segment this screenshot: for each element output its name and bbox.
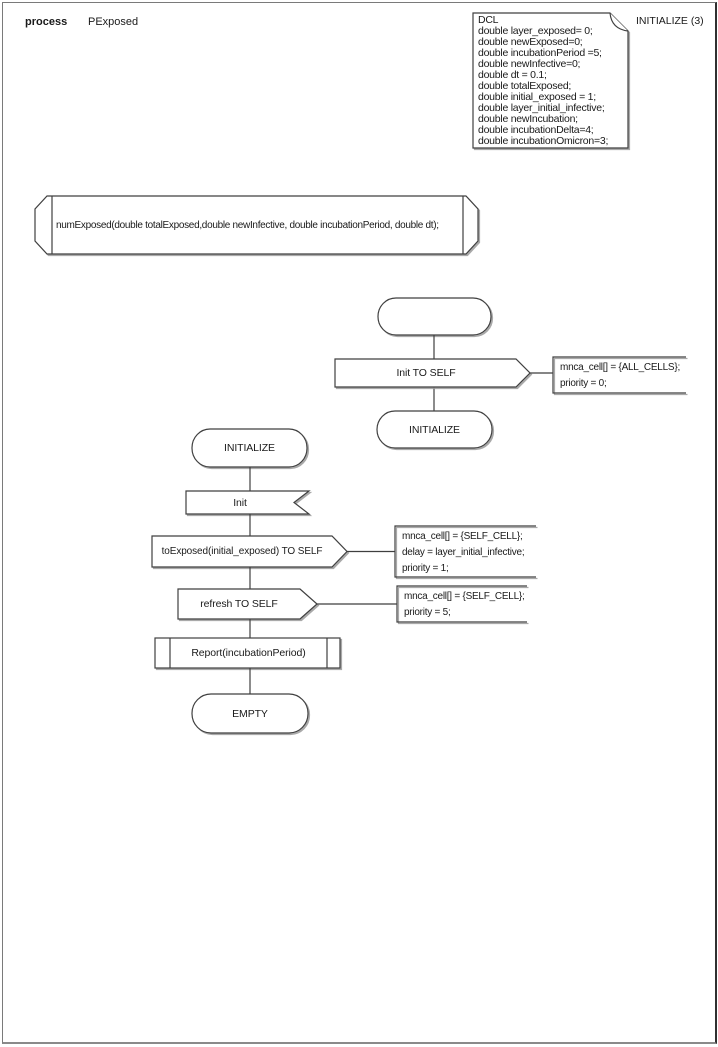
dcl-line: double layer_exposed= 0; (478, 25, 593, 37)
state-initialize-label: INITIALIZE (224, 442, 275, 454)
dcl-line: double incubationOmicron=3; (478, 135, 609, 147)
dcl-line: double newInfective=0; (478, 58, 581, 70)
output-refresh-label: refresh TO SELF (200, 598, 278, 610)
procedure-call-report-label: Report(incubationPeriod) (191, 647, 306, 659)
dcl-line: double incubationPeriod =5; (478, 47, 602, 59)
dcl-declarations-text (478, 15, 626, 147)
comment-line: delay = layer_initial_infective; (402, 547, 525, 558)
comment-line: mnca_cell[] = {SELF_CELL}; (402, 531, 523, 542)
process-kind-label: process (25, 16, 68, 28)
comment-toexposed-text (402, 529, 524, 577)
comment-line: priority = 0; (560, 378, 607, 389)
output-init-to-self-label: Init TO SELF (396, 367, 456, 379)
dcl-line: double totalExposed; (478, 80, 572, 92)
comment-refresh-text (404, 589, 525, 621)
process-name: PExposed (88, 16, 139, 28)
procedure-declaration-text: numExposed(double totalExposed,double newInfective, double incubationPeriod, double dt); (56, 219, 439, 231)
page-reference-label: INITIALIZE (3) (636, 15, 704, 27)
dcl-line: double initial_exposed = 1; (478, 91, 596, 103)
dcl-line: double incubationDelta=4; (478, 124, 594, 136)
state-empty-label: EMPTY (232, 707, 268, 720)
output-toexposed-label: toExposed(initial_exposed) TO SELF (161, 546, 323, 557)
start-state-symbol[interactable] (378, 298, 491, 335)
comment-line: mnca_cell[] = {ALL_CELLS}; (560, 362, 680, 373)
comment-line: priority = 5; (404, 607, 451, 618)
dcl-line: DCL (478, 14, 499, 26)
comment-init-text (560, 360, 680, 392)
dcl-line: double layer_initial_infective; (478, 102, 605, 114)
input-init-label: Init (233, 496, 247, 509)
dcl-line: double newExposed=0; (478, 36, 583, 48)
comment-line: mnca_cell[] = {SELF_CELL}; (404, 591, 525, 602)
dcl-line: double newIncubation; (478, 113, 578, 125)
next-state-initialize-label: INITIALIZE (409, 423, 460, 436)
dcl-line: double dt = 0.1; (478, 69, 547, 81)
comment-line: priority = 1; (402, 563, 449, 574)
